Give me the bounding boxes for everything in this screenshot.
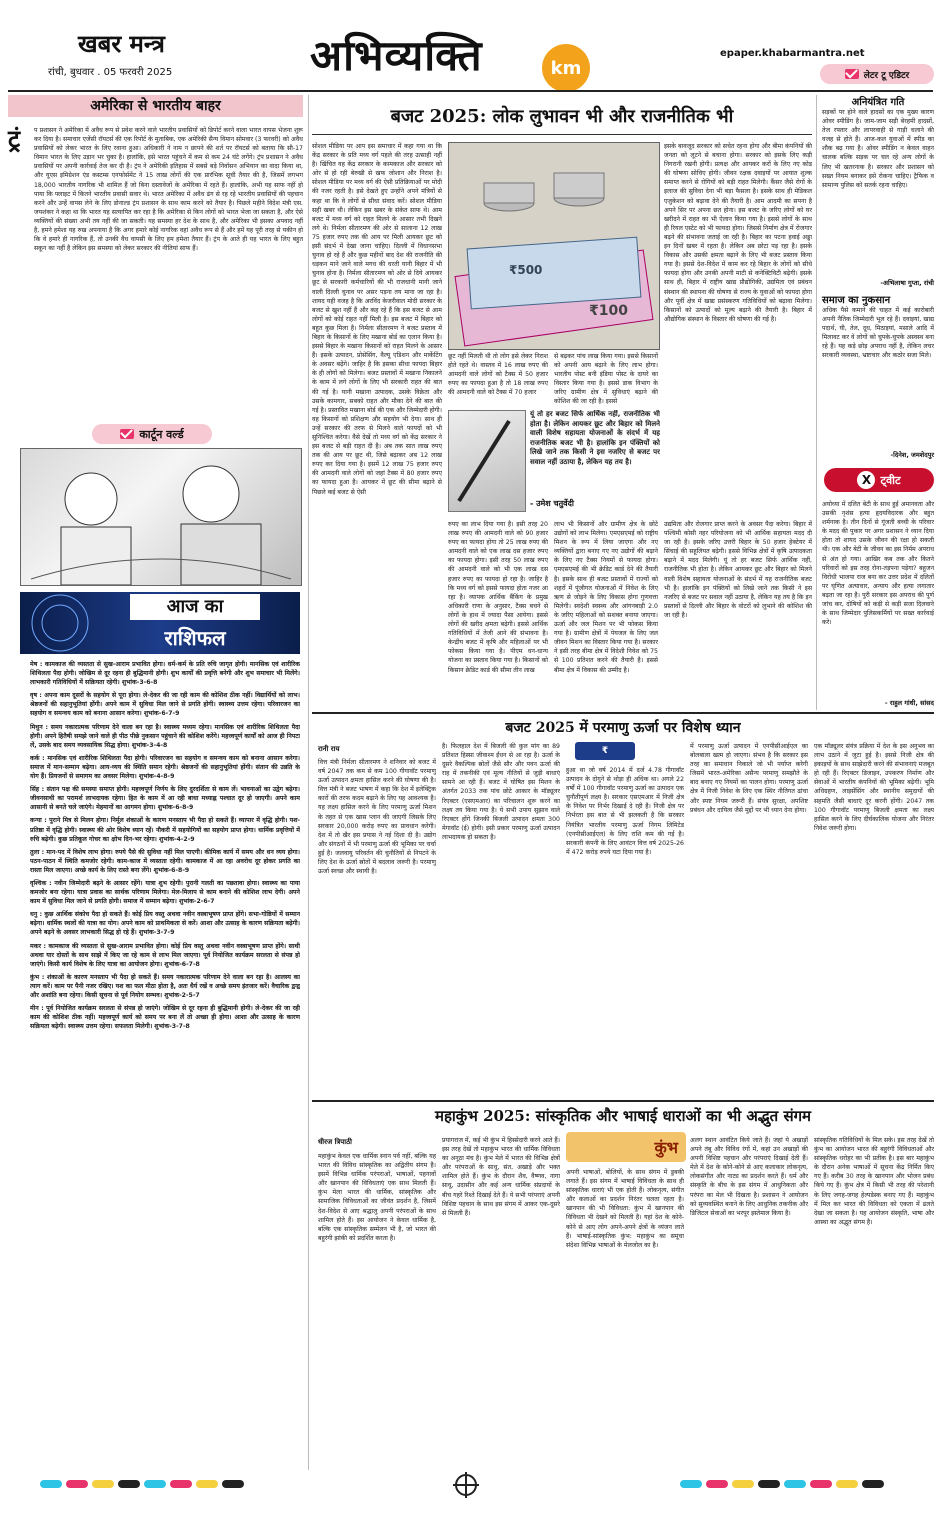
color-swatch bbox=[196, 1480, 218, 1488]
cartoon-tag bbox=[92, 424, 212, 444]
tweet-sign: - राहुल गांधी, सांसद bbox=[884, 699, 934, 707]
byline: - उमेश चतुर्वेदी bbox=[530, 499, 574, 508]
horoscope-sign: धनु : कुछ आर्थिक संकोच पैदा हो सकते हैं। कोई प्रिय वस्तु अथवा नवीन वस्त्राभूषण प्राप्त होंगे। सभा-गोष्ठियों में सम्मान बढ़ेगा। धार्मिक स्थलों की यात्रा का योग। अपने काम को प्राथमिकता से करें। आशा और उत्साह के कारण सक्रियता बढ़ेगी। अपने बढ़ने के अवसर लाभकारी सिद्ध हो रहे हैं। शुभांक-3-7-9 bbox=[30, 911, 300, 937]
budget-col2b: रुपए का लाभ दिया गया है। इसी तरह 20 लाख रुपए की आमदनी वाले को 90 हजार रुपए का फायदा होगा तो 25 लाख रुपए की आमदनी वाले को एक लाख दस हजार रुपए का फायदा होगा। इसी तरह 50 लाख रुपए की आमदनी वाले को भी एक लाख दस हजार रुपए का फायदा हो रहा है। जाहिर है कि मध्य वर्ग को इससे फायदा होता नजर आ रहा है। व्यापक आर्थिक बैंकिंग के प्रमुख अधिकारी राणा के अनुसार, टैक्स बचने से लोगों के हाथ में ज्यादा पैसा आयेगा। इससे लोगों की खरीद क्षमता बढ़ेगी। इससे आर्थिक गतिविधियों में तेजी आने की संभावना है। केन्द्रीय बजट में कृषि और महिलाओं पर भी फोकस किया गया है। पीएम धन-धान्य योजना का प्रस्ताव किया गया है। किसानों को किसान क्रेडिट कार्ड की सीमा तीन लाख bbox=[448, 521, 548, 674]
nuclear-headline: बजट 2025 में परमाणु ऊर्जा पर विशेष ध्यान bbox=[505, 720, 741, 736]
kumbh-col3: अपनी भाषाओं, बोलियों, के साथ संगम में डुबकी लगाते हैं। इस संगम में भाषाई विविधता के साथ ही सांस्कृतिक धाराएं भी एक होती हैं। लोकनृत्य, संगीत और कलाओं का प्रदर्शन निरंतर चलता रहता है। खानपान की भी विविधता: कुंभ में खानपान की विविधता भी देखने को मिलती है। यहां देश के कोने-कोने से आए लोग अपने-अपने क्षेत्रों के व्यंजन लाते हैं। भाषाई-सांस्कृतिक कुंभ: महाकुंभ का समूचा संदेशा विभिन्न भाषाओं के मेलजोल का है। bbox=[566, 1169, 684, 1249]
budget-col4b: उद्यमिता और रोजगार प्राप्त करने के अवसर पैदा करेगा। बिहार में पश्चिमी कोसी नहर परियोजना को भी आर्थिक सहायता मदद दी जा रही है। इसके जरिए उत्तरी बिहार के 50 हजार हेक्टेयर में सिंचाई की सहूलियत बढ़ेगी। इससे विभिन्न क्षेत्रों में कृषि उत्पादकता बढ़ाने में मदद मिलेगी। यूं तो हर बजट सिर्फ आर्थिक नहीं, राजनीतिक भी होता है। लेकिन आयकर छूट और बिहार को मिलने वाली विशेष सहायता योजनाओं के संदर्भ में यह राजनीतिक बजट भी है। हालांकि इन पंक्तियों को लिखे जाने तक किसी ने इस नजरिए से बजट पर सवाल नहीं उठाया है, लेकिन यह तय है कि इन प्रस्तावों से दिल्ली और बिहार के वोटरों को लुभाने की कोशिश की जा रही है। bbox=[664, 521, 812, 619]
budget-col3: से बढ़कर पांच लाख किया गया। इससे किसानों को अपनी आय बढ़ाने के लिए लाभ होगा। भारतीय पोस्ट बनी इंडिया पोस्ट के दायरे का विस्तार किया गया है। इससे डाक विभाग के जरिए ग्रामीण क्षेत्र में सुविधाएं बढ़ाने की कोशिश की जा रही है। इससे bbox=[554, 353, 658, 406]
lead-headline-bar bbox=[8, 95, 303, 117]
nuclear-col1: वित्त मंत्री निर्मला सीतारमण ने शनिवार को बजट में वर्ष 2047 तक कम से कम 100 गीगावॉट परमाणु ऊर्जा उत्पादन क्षमता हासिल करने की घोषणा की है। वित्त मंत्री ने बजट भाषण में कहा कि देश में इलेक्ट्रिक कारों की तरफ कदम बढ़ाने के लिए यह आवश्यक है। यह लक्ष्य हासिल करने के लिए परमाणु ऊर्जा मिशन के तहत से एक खास प्लान की जाएगी जिसके लिए सरकार 20,000 करोड़ रुपए का प्रावधान करेगी। देश में तो खैर इस प्रयास ने नई दिशा दी है। उद्योग और संगठनों में भी परमाणु ऊर्जा की भूमिका पर चर्चा हुई है। जलवायु परिवर्तन की चुनौतियों से निपटने के लिए देश के ऊर्जा स्रोतों में बदलाव जरूरी है। परमाणु ऊर्जा स्वच्छ और स्थायी है। bbox=[318, 759, 436, 876]
masthead-left bbox=[8, 30, 308, 78]
lead-body: प प्रशासन ने अमेरिका में अवैध रूप से प्रवेश करने वाले भारतीय प्रवासियों को डिपोर्ट करने वाला भारत वापस भेजना शुरू कर दिया है। समाचार एजेंसी रॉयटर्स की एक रिपोर्ट के मुताबिक, एक अमेरिकी सैन्य विमान सोमवार (3 फरवरी) को अवैध प्रवासियों को लेकर भारत के लिए रवाना हुआ। अधिकारी ने नाम न छापने की शर्त पर रॉयटर्स को बताया कि सी-17 विमान भारत के लिए उड़ान भर चुका है। हालांकि, इसे भारत पहुंचने में कम से कम 24 घंटे लगेंगे। ट्रंप प्रशासन ने अवैध प्रवासियों पर अपनी कार्रवाई तेज कर दी है। ट्रंप ने अमेरिकी इतिहास में सबसे बड़े निर्वासन अभियान का वादा किया था, और यूएस इमिग्रेशन एंड कस्टम्स एनफोर्समेंट ने 15 लाख लोगों की एक प्रारंभिक सूची तैयार की है, जिसमें लगभग 18,000 भारतीय नागरिक भी शामिल हैं जो बिना दस्तावेजों के अमेरिका में रहते हैं। हालांकि, अभी यह साफ नहीं हो पाया कि फ्लाइट में कितने भारतीय प्रवासी सवार थे। भारत अमेरिका में अवैध ढंग से रह रहे भारतीय प्रवासियों की पहचान करने और उन्हें वापस लेने के लिए डोनाल्ड ट्रंप प्रशासन के साथ काम करने को तैयार है। पिछले महीने विदेश मंत्री एस. जयशंकर ने कहा था कि भारत यह सत्यापित कर रहा है कि अमेरिका से किन लोगों को भारत भेजा जा सकता है, और ऐसे व्यक्तियों की संख्या अभी तय नहीं की जा सकती। यह समस्या हर देश के साथ है, और अमेरिका भी इसका अपवाद नहीं है, हमने हमेशा यह रुख अपनाया है कि अगर हमारे कोई नागरिक वहां अवैध रूप से हैं और हमें यह पूरी तरह से यकीन हो कि वे हमारे ही नागरिक हैं, तो उनकी वैध वापसी के लिए हम हमेशा तैयार हैं। ट्रंप के आते ही यह भारत के लिए बहुत सकून का नहीं है लेकिन इस समस्या को लेकर सरकार की नीतियां साफ हैं। bbox=[34, 127, 303, 253]
epaper-link[interactable]: epaper.khabarmantra.net bbox=[720, 48, 865, 59]
nuclear-col2: है। फिलहाल देश में बिजली की कुल मांग का 89 प्रतिशत हिस्सा जीवाश्म ईंधन से आ रहा है। ऊर्जा के दूसरे वैकल्पिक स्रोतों जैसे सौर और पवन ऊर्जा की राह में तकनीकी एवं मूल्य नीतियों से जुड़ी बाधाएं सामने आ रही हैं। बजट में घोषित इस मिशन के अंतर्गत 2033 तक पांच छोटे आकार के मॉड्यूलर रिएक्टर (एसएमआर) का परिचालन शुरू करने का लक्ष्य तय किया गया है। ये सभी उपाय सुझाव वाले रिएक्टर होंगे जिनकी बिजली उत्पादन क्षमता 300 मेगावॉट (ई) होगी। इसी प्रकार परमाणु ऊर्जा उत्पादन लाभदायक हो सकता है। bbox=[442, 743, 560, 841]
kumbh-col5: सांस्कृतिक गतिविधियों के मिल सके। इस तरह देखें तो कुंभ का आयोजन भारत की बहुरंगी विविधताओं और सांस्कृतिक धरोहर का भी प्रतीक है। इस बार महाकुंभ के दौरान अनेक भाषाओं में सूचना केंद्र निर्मित किए गए हैं। करीब 30 तरह के खानपान और भोजन प्रबंध किये गए हैं। कुंभ क्षेत्र में किसी भी तरह की परेशानी के लिए जगह-जगह हेल्पडेस्क बनाए गए हैं। महाकुंभ में मिल कर भारत की विविधता को एकता में ढलते देखा जा सकता है। यह आयोजन संस्कृति, भाषा और आस्था का अद्भुत संगम है। bbox=[814, 1137, 934, 1226]
letter2-sign: -दिनेश, जमशेदपुर bbox=[890, 451, 934, 459]
cartoon-image bbox=[20, 448, 302, 586]
letter2-title: समाज का नुकसान bbox=[822, 295, 891, 306]
kumbh-col4: अलग स्थान आवंटित किये जाते हैं। जहां ये अखाड़ों अपने तंबू और विविध रंगों में, कहां उन अखाड़ों की अपनी विशिष्ट पहचान और परंपराएं दिखाई देती हैं। मेले में देश के कोने-कोने से आए कलाकार लोकनृत्य, लोकसंगीत और नाट्य का प्रदर्शन करते हैं। धर्म और संस्कृति के बीच के इस संगम में आधुनिकता और परंपरा का मेल भी दिखता है। प्रशासन ने आयोजन को सुव्यवस्थित बनाने के लिए आधुनिक तकनीक और डिजिटल सेवाओं का भरपूर इस्तेमाल किया है। bbox=[690, 1137, 808, 1217]
color-swatch bbox=[784, 1480, 806, 1488]
horoscope-sign: मेष : कामकाज की व्यस्तता से सुख-आराम प्रभावित होगा। धर्म-कर्म के प्रति रुचि जागृत होगी। मानसिक एवं शारीरिक शिथिलता पैदा होगी। जोखिम से दूर रहना ही बुद्धिमानी होगी। शुभ कार्यों की प्रवृत्ति बनेगी और शुभ समाचार भी मिलेंगे। लाभकारी गतिविधियों में सक्रियता रहेगी। शुभांक-3-6-8 bbox=[30, 661, 300, 687]
kumbh-col1: महाकुंभ केवल एक धार्मिक स्नान पर्व नहीं, बल्कि यह भारत की विविध सांस्कृतिक का अद्वितीय संगम है। इसमें विभिन्न धार्मिक परंपराओं, भाषाओं, पहनावों और खानपान की विविधताएं एक साथ मिलती हैं। कुंभ मेला भारत की धार्मिक, सांस्कृतिक और सामाजिक विविधताओं का जीवंत प्रदर्शन है, जिसमें देश-विदेश से आए श्रद्धालु अपनी परंपराओं के साथ शामिल होते हैं। इस आयोजन ने केवल धार्मिक है, बल्कि एक सांस्कृतिक सम्मेलन भी है, जो भारत की बहुरंगी झांकी को प्रदर्शित करता है। bbox=[318, 1153, 436, 1242]
lead-dropcap: ट्रं bbox=[8, 124, 21, 153]
budget-col4: इसके बावजूद सरकार को सचेत रहना होगा और बीमा कंपनियों की जनता को लूटने से बचाना होगा। सरकार को इसके लिए कड़ी निगरानी रखनी होगी। प्रत्यक्ष और आयकर करों के लिए नए कोड की घोषणा सोचिए होगी। जीवन रक्षक दवाइयों पर आयात शुल्क समाप्त करने से रोगियों को बड़ी राहत मिलेगी। कैंसर जैसे रोगों के इलाज की सुविधा देना भी बड़ा फैसला है। इसके साथ ही मेडिकल एजुकेशन को बढ़ावा देने की तैयारी है। आम आदमी का सपना है अपने सिर पर अपना छत होना। इस बजट के जरिए लोगों को घर खरीदने में राहत का भी ऐलान किया गया है। इससे लोगों के साथ ही रियल एस्टेट को भी फायदा होगा। जिससे निर्माण क्षेत्र में रोजगार बढ़ने की संभावना जताई जा रही है। बिहार का पटना हवाई अड्डा इन दिनों खबर में रहता है। लेकिन अब छोटा पड़ रहा है। इसके विकास और उसकी क्षमता बढ़ाने के लिए भी बजट प्रस्ताव किया गया है। इससे देश-विदेश में काम कर रहे बिहार के लोगों को सीधे फायदा होगा और उनकी अपनी माटी से कनेक्टिविटी बढ़ेगी। इसके साथ ही, बिहार में राष्ट्रीय खाद्य प्रौद्योगिकी, उद्यमिता एवं प्रबंधन संस्थान की स्थापना की घोषणा से राज्य के युवाओं को फायदा होगा और पूर्वी क्षेत्र में खाद्य प्रसंस्करण गतिविधियों को बढ़ावा मिलेगा। किसानों को उत्पादों को मूल्य बढ़ाने की तैयारी है। बिहार में औद्योगिक संस्थान के विस्तार की घोषणा की गई है। bbox=[664, 143, 812, 323]
cartoon-tag-label: कार्टून वर्ल्ड bbox=[139, 427, 184, 441]
dateline: रांची, बुधवार . 05 फरवरी 2025 bbox=[48, 67, 173, 78]
horoscope-sign: मीन : पूर्व नियोजित कार्यक्रम सरलता से संपन्न हो जाएंगे। जोखिम से दूर रहना ही बुद्धिमानी होगी। ले-देकर की जा रही काम की कोशिश ठीक नहीं। महत्त्वपूर्ण कार्य को समय पर बना लें तो अच्छा ही होगा। आशा और उत्साह के कारण सक्रियता बढ़ेगी। स्वास्थ्य उत्तम रहेगा। सफलता मिलेगी। शुभांक-3-7-8 bbox=[30, 1005, 300, 1031]
note-500-label: ₹500 bbox=[509, 263, 543, 277]
x-icon: X bbox=[857, 471, 875, 489]
color-swatch bbox=[810, 1480, 832, 1488]
color-swatch bbox=[144, 1480, 166, 1488]
color-swatch bbox=[118, 1480, 140, 1488]
budget-logo-badge: ₹ bbox=[575, 742, 635, 760]
nuclear-col5: एक मॉड्यूलर संयंत्र प्रक्रिया में देश के इस अनुभव का लाभ उठाने में जुटा हुई है। इससे निजी क्षेत्र की इकाइयों के साथ साझेदारी करने की संभावनाएं मजबूत हो रही हैं। रिएक्टर डिजाइन, उपकरण निर्माण और सेवाओं में भारतीय कंपनियों की भूमिका बढ़ेगी। भूमि अधिग्रहण, लाइसेंसिंग और स्थानीय समुदायों की सहमति जैसी बाधाएं दूर करनी होंगी। 2047 तक 100 गीगावॉट परमाणु बिजली क्षमता का लक्ष्य हासिल करने के लिए दीर्घकालिक योजना और निरंतर निवेश जरूरी होगा। bbox=[814, 743, 934, 832]
color-bar-left bbox=[40, 1480, 244, 1488]
horoscope-sign: वृश्चिक : नवीन जिम्मेदारी बढ़ने के आसार रहेंगे। यात्रा शुभ रहेगी। पुरानी गलती का पछतावा होगा। स्वास्थ्य का पाया कमजोर बना रहेगा। यात्रा प्रवास का सार्थक परिणाम मिलेगा। मेल-मिलाप से काम बनाने की कोशिश लाभ देगी। अपने काम में सुविधा मिल जाने से प्रगति होगी। समाज में सम्मान बढ़ेगा। शुभांक-2-6-7 bbox=[30, 879, 300, 906]
budget-image bbox=[448, 142, 660, 350]
tweet-body: अयोध्या में दलित बेटी के साथ हुई अमानवता और उसकी नृशंस हत्या हृदयविदारक और बहुत शर्मनाक है। तीन दिनों से गूंजती बच्ची के परिवार के मदद की पुकार पर अगर प्रशासन ने ध्यान दिया होता तो शायद उसके जीवन की रक्षा हो सकती थी। एक और बेटी के जीवन का इस निर्मम अपराध से अंत हो गया। आखिर कब तक और कितने परिवारों को इस तरह रोना-तड़पना पड़ेगा? बहुजन विरोधी भाजपा राज बना कर उत्तर प्रदेश में दलितों पर घृणित अत्याचार, अन्याय और हत्या लगातार बढ़ता जा रहा है। पुरी सरकार इस अपराध की पूर्ण जांच कर, दोषियों को कड़ी से कड़ी सजा दिलवाने के साथ जिम्मेदार पुलिसकर्मियों पर सख्त कार्रवाई करे। bbox=[822, 501, 934, 627]
color-swatch bbox=[706, 1480, 728, 1488]
kumbh-headline: महाकुंभ 2025: सांस्कृतिक और भाषाई धाराओं का भी अद्भुत संगम bbox=[434, 1107, 812, 1125]
budget-col1: सोशल मीडिया पर आप इस समाचार में कहा गया था कि केंद्र सरकार के प्रति मध्य वर्ग पहले की तरह उत्साही नहीं है। खिंचित वह केंद्र सरकार के कामकाज और सरकार को ओर से हो रही बेरुखी से खफ जोशान और निराश है। सोशल मीडिया पर मध्य वर्ग की ऐसी प्रतिक्रियाओं पर मोदी की नजर रहती है। इसे देखते हुए उन्होंने अपने मंत्रियों से कहा था कि वे लोगों से सीधा संवाद करें। सोशल मीडिया सही खबर थी। लेकिन इस खबर के संकेत साफ थे। आम बजट में मध्य वर्ग को राहत मिलने के आसार तभी दिखने लगे थे। निर्मला सीतारमण की ओर से सालाना 12 लाख 75 हजार रुपए तक की आय पर मिली आयकर छूट को इसी संदर्भ में देखा जाना चाहिए। दिल्ली में विधानसभा चुनाव हो रहे हैं और कुछ महीनों बाद देश की राजनीति की धड़कन माने जाने वाले मगध की धरती यानी बिहार में भी चुनाव होना है। निर्मला सीतारमण को ओर से दिये आयकर छूट से सरकारी कर्मचारियों की भी राजधानी मानी जाने वाली दिल्ली चुनाव पर असर पड़ना तय माना जा रहा है। शायद यही वजह है कि अरविंद केजरीवाल मोदी सरकार के बजट से खुश नहीं हैं और कह रहे हैं कि इस बजट से आम लोगों को कोई राहत नहीं मिली है। इस बजट में बिहार को बहुत कुछ मिला है। निर्मला सीतारमण ने बजट प्रस्ताव में बिहार के किसानों के लिए मखाना बोर्ड का एलान किया है। इससे बिहार के मखाना किसानों को राहत मिलने के आसार हैं। इसके उत्पादन, प्रोसेसिंग, वैल्यू एडिशन और मार्केटिंग के अवसर बढ़ेंगे। जाहिर है कि इसका सीधा फायदा बिहार के ही लोगों को मिलेगा। बजट प्रस्तावों में मखाना निकालने के काम में लगे लोगों के लिए भी सरकारी राहत की बात की गई है। यानी मखाना उत्पादक, उसके विक्रेता और उसके कामगार, सबको राहत और मौका देने की बात की गई है। प्रस्तावित मखाना बोर्ड की एक और जिम्मेदारी होगी। वह किसानों को प्रशिक्षण और सहयोग भी देगा। साथ ही उन्हें सरकार की तरफ से मिलने वाले फायदों को भी सुनिश्चित करेगा। वैसे देखें तो मध्य वर्ग को केंद्र सरकार ने इस बजट से बड़ी राहत दी है। अब तक सात लाख रुपए तक की आय पर छूट थी, जिसे बढ़ाकर अब 12 लाख रुपए कर दिया गया है। इसमें 12 लाख 75 हजार रुपए की आमदनी वाले लोगों को जहां टैक्स में 80 हजार रुपए का फायदा हुआ है। आयकर में छूट की सीमा बढ़ाने से पिछले कई बजट से ऐसी bbox=[312, 143, 442, 496]
letter1-body: सड़कों पर होने वाले हादसों का एक मुख्य कारण ओवर स्पीडिंग है। जाम-जाम सड़ी बेरहमी हादसों, तेज रफ्तार और लापरवाही से गाड़ी चलाने की वजह से होते हैं। आज-कल युवाओं में स्पीड का शौक बढ़ गया है। ओवर स्पीडिंग न केवल वाहन चालक बल्कि सड़क पर चल रहे अन्य लोगों के लिए भी खतरनाक है। सरकार और प्रशासन को सख्त नियम बनाकर इसे रोकना चाहिए। ट्रैफिक व सामान्य पुलिस को सतर्क रहना चाहिए। bbox=[822, 109, 934, 189]
color-swatch bbox=[836, 1480, 858, 1488]
kumbh-logo-text: कुंभ bbox=[654, 1138, 678, 1157]
mail-icon bbox=[845, 69, 859, 79]
mail-icon bbox=[120, 429, 134, 439]
color-swatch bbox=[222, 1480, 244, 1488]
budget-col2: छूट नहीं मिलती थी तो लोग इसे लेकर निराश होते रहते थे। वास्तव में 16 लाख रुपए की आमदनी वाले लोगों को टैक्स में 50 हजार रुपए का फायदा हुआ है तो 18 लाख रुपए की आमदनी वाले को टैक्स में 70 हजार bbox=[448, 353, 548, 397]
horoscope-title-bottom: राशिफल bbox=[164, 626, 226, 650]
registration-mark-icon bbox=[455, 1474, 477, 1496]
color-swatch bbox=[862, 1480, 884, 1488]
horoscope-sign: सिंह : संतान पक्ष की समस्या समाप्त होगी। महत्त्वपूर्ण निर्णय के लिए दुरदर्शिता से काम लें। भावनाओं का उद्वेग बढ़ेगा। जीवनसाथी का परामर्श लाभदायक रहेगा। हित के काम में आ रही बाधा मध्याह्न पश्चात दूर हो जाएगी। अपने काम आसानी से बनते चले जाएंगे। मेहमानों का आगमन होगा। शुभांक-6-8-9 bbox=[30, 786, 300, 812]
letters-tag bbox=[820, 64, 934, 84]
horoscope-sign: कर्क : मानसिक एवं शारीरिक शिथिलता पैदा होगी। परिवारजन का सहयोग व समन्वय काम को बनाना आसान करेगा। समाज में मान-सम्मान बढ़ेगा। आय-व्यय की स्थिति समान रहेगी। श्रेष्ठजनों की सहानुभूतियां होंगी। संतान की उन्नति के योग हैं। प्रियजनों से समागम का अवसर मिलेगा। शुभांक-4-8-9 bbox=[30, 754, 300, 781]
lead-headline: अमेरिका से भारतीय बाहर bbox=[90, 98, 221, 114]
horoscope-sign: वृष : अपना काम दूसरों के सहयोग से पूरा होगा। ले-देकर की जा रही काम की कोशिश ठीक नहीं। विद्यार्थियों को लाभ। श्रेष्ठजनों की सहानुभूतियां होंगी। अपने काम में सुविधा मिल जाने से प्रगति होगी। स्वास्थ्य उत्तम रहेगा। परिवारजन का सहयोग व समन्वय काम को बनाना आसान करेगा। शुभांक-6-7-9 bbox=[30, 692, 300, 718]
pull-quote-box bbox=[448, 410, 660, 514]
horoscope-title-top: आज का bbox=[130, 594, 260, 620]
nuclear-col4: में परमाणु ऊर्जा उत्पादन में एनपीसीआईएल का बोलबाला खत्म हो जाएगा। संभव है कि सरकार इस तरह का समाधान निकाले जो भी पर्याप्त करेगी जिसमें भारत-अमेरिका असैन्य परमाणु समझौते के बाद बनाए गए नियमों का पालन होगा। परमाणु ऊर्जा क्षेत्र में निजी निवेश के लिए एक स्थिर नीतिगत ढांचा और स्पष्ट नियम जरूरी हैं। संयंत्र सुरक्षा, अपशिष्ट प्रबंधन और दायित्व जैसे मुद्दों पर भी ध्यान देना होगा। bbox=[690, 743, 808, 814]
note-100-label: ₹100 bbox=[589, 303, 628, 319]
color-swatch bbox=[732, 1480, 754, 1488]
budget-headline: बजट 2025: लोक लुभावन भी और राजनीतिक भी bbox=[390, 106, 734, 127]
nuclear-col3: हुआ था जो वर्ष 2014 में दर्ज 4.78 गीगावॉट उत्पादन के दोगुने से थोड़ा ही अधिक था। अगले 22 वर्षों में 100 गीगावॉट परमाणु ऊर्जा का उत्पादन एक चुनौतीपूर्ण लक्ष्य है। सरकार एसएमआर में निजी क्षेत्र के निवेश पर निर्भर दिखाई दे रही है। निजी क्षेत्र पर निर्भरता इस बात से भी झलकती है कि सरकार नियंत्रित भारतीय परमाणु ऊर्जा निगम लिमिटेड (एनपीसीआईएल) के लिए राशि कम की गई है। सरकारी कंपनी के लिए आवंटन वित्त वर्ष 2025-26 में 472 करोड़ रुपये घटा दिया गया है। bbox=[566, 767, 684, 856]
color-swatch bbox=[170, 1480, 192, 1488]
nuclear-author: रानी राय bbox=[318, 745, 340, 753]
color-swatch bbox=[758, 1480, 780, 1488]
horoscope-list bbox=[30, 660, 300, 1031]
pen-image bbox=[448, 410, 526, 512]
color-swatch bbox=[66, 1480, 88, 1488]
kumbh-logo bbox=[566, 1132, 686, 1162]
color-bar-right bbox=[680, 1480, 884, 1488]
km-logo-text: km bbox=[550, 57, 582, 79]
kumbh-author: धीरज त्रिपाठी bbox=[318, 1138, 352, 1146]
horoscope-banner bbox=[20, 592, 300, 654]
letter2-body: अधिक पैसे कमाने की चाहत में कई कारोबारी अपनी नैतिक जिम्मेदारी भूल रहे हैं। दवाइयां, खाद्य पदार्थ, घी, तेल, दूध, मिठाइयां, मसाले आदि में मिलावट कर वे लोगों को चुपके-चुपके अस्वस्थ बना रहे हैं। यह कड़े छोड़ अपराध नहीं है, लेकिन लचर सरकारी व्यवस्था, भ्रष्टाचार और कठोर सजा मिले। bbox=[822, 307, 934, 360]
cartoon-drawing bbox=[21, 449, 301, 585]
color-swatch bbox=[680, 1480, 702, 1488]
color-swatch bbox=[40, 1480, 62, 1488]
pull-quote: यूं तो हर बजट सिर्फ आर्थिक नहीं, राजनीतिक भी होता है। लेकिन आयकर छूट और बिहार को मिलने वाली विशेष सहायता योजनाओं के संदर्भ में यह राजनीतिक बजट भी है। हालांकि इन पंक्तियों को लिखे जाने तक किसी ने इस नजरिए से बजट पर सवाल नहीं उठाया है, लेकिन यह तय है। bbox=[530, 410, 660, 466]
letters-tag-label: लेटर टू एडिटर bbox=[863, 70, 910, 81]
letter1-title: अनियंत्रित गति bbox=[851, 97, 905, 108]
budget-col3b: लाभ भी किसानों और ग्रामीण क्षेत्र के छोटे उद्योगों को लाभ मिलेगा। एमएसएमई को राष्ट्रीय मिशन के रूप में लिया जाएगा और नए व्यक्तियों द्वारा बनाए गए नए उद्योगों की बढ़ाने के लिए नए टैक्स नियमों से फायदा होगा। एमएसएमई की भी क्रेडिट कार्ड देने की तैयारी है। इसके साथ ही बजट प्रस्तावों में राज्यों को शहरों में पूंजीगत योजनाओं में निवेश के लिए ऋण से जोड़ने के लिए विकास होगा गुणवत्ता मिलेगी। स्वदेशी स्वस्थ्य और आंगनबाड़ी 2.0 के जरिए महिलाओं को सशक्त बनाया जाएगा। ऊर्जा और जल मिशन पर भी फोकस किया गया है। ग्रामीण क्षेत्रों में पेयजल के लिए जल जीवन मिशन का विस्तार किया गया है। सरकार ने इसी तरह बीमा क्षेत्र में विदेशी निवेश को 75 से 100 प्रतिशत करने की तैयारी है। इससे बीमा क्षेत्र में विकास की उम्मीद है। bbox=[554, 521, 658, 674]
horoscope-sign: मकर : कामकाज की व्यस्तता से सुख-आराम प्रभावित होगा। कोई प्रिय वस्तु अथवा नवीन वस्त्राभूषण प्राप्त होंगे। साथी अथवा यार दोस्तों के साथ साझे में किए जा रहे काम से लाभ मिल जाएगा। पूर्व नियोजित कार्यक्रम सरलता से संपन्न हो जाएंगे। किसी कार्य विशेष के लिए यात्रा का आयोजन होगा। शुभांक-6-7-8 bbox=[30, 942, 300, 968]
horoscope-sign: तुला : मान-पद में विशेष लाभ होगा। रुपये पैसे की सुविधा नहीं मिल पाएगी। कीमिक कार्य में समय और धन व्यय होगा। पठन-पाठन में स्थिति कमजोर रहेगी। काम-काज में व्यस्तता रहेगी। कामकाज में आ रहा अवरोध दूर होकर प्रगति का रास्ता मिल जाएगा। अच्छे कार्य के लिए रास्ते बना लेंगे। शुभांक-6-8-9 bbox=[30, 848, 300, 874]
brand-logo: खबर मन्त्र bbox=[78, 29, 165, 58]
horoscope-sign: कन्या : पुराने मित्र से मिलन होगा। निर्मूल शंकाओं के कारण मनस्ताप भी पैदा हो सकते हैं। व्यापार में वृद्धि होगी। यश-प्रतिष्ठा में वृद्धि होगी। स्वास्थ्य की ओर विशेष ध्यान रहें। नौकरी में सहयोगियों का सहयोग प्राप्त होगा। धार्मिक प्रवृत्तियों में रुचि बढ़ेगी। कुछ प्रतिकूल गोचर का क्षोभ दिन-भर रहेगा। शुभांक-4-2-9 bbox=[30, 817, 300, 843]
tweet-tag-label: ट्वीट bbox=[880, 473, 901, 487]
section-title: अभिव्यक्ति bbox=[310, 31, 483, 80]
letter1-sign: -अभिलाषा गुप्ता, रांची bbox=[880, 279, 934, 287]
horoscope-sign: कुंभ : शंकाओं के कारण मनस्ताप भी पैदा हो सकते हैं। समय नकारात्मक परिणाम देने वाला बन रहा है। आलस्य का त्याग करें। काम पर पैनी नजर रखिए। यश का फल मीठा होता है, अतः धैर्य रखें व अच्छे समय इंतजार करें। वैचारिक द्वन्द्व और अशांति बना रहेगा। किसी सूचना से पूर्व नियोग सम्भव। शुभांक-2-5-7 bbox=[30, 973, 300, 999]
horoscope-sign: मिथुन : समय नकारात्मक परिणाम देने वाला बन रहा है। स्वास्थ्य मध्यम रहेगा। मानसिक एवं शारीरिक शिथिलता पैदा होगी। अपने हितैषी समझे जाने वाले ही पीठ पीछे नुकसान पहुंचाने की कोशिश करेंगे। महत्त्वपूर्ण कार्यों को आज ही निपटा लें, उसके बाद समय व्यवसायिक सिद्ध होगा। शुभांक-3-4-8 bbox=[30, 723, 300, 749]
km-logo bbox=[542, 44, 590, 92]
color-swatch bbox=[92, 1480, 114, 1488]
tweet-tag bbox=[824, 468, 934, 492]
kumbh-col2: प्रयागराज में, कई भी कुंभ में हिस्सेदारी करने आते हैं। इस तरह देखें तो महाकुंभ भारत की धार्मिक विविधता का अनूठा मंच है। कुंभ मेले में भारत की विभिन्न क्षेत्रों और परंपराओं के साधु, संत, अखाड़े और भक्त शामिल होते हैं। कुंभ के दौरान शैव, वैष्णव, नागा साधु, उदासीन और कई अन्य धार्मिक संप्रदायों के बीच गहरे रिश्ते दिखाई देते हैं। ये सभी परंपराएं अपनी विशिष्ट पहचान के साथ इस संगम में आकर एक-दूसरे से मिलती हैं। bbox=[442, 1137, 560, 1217]
